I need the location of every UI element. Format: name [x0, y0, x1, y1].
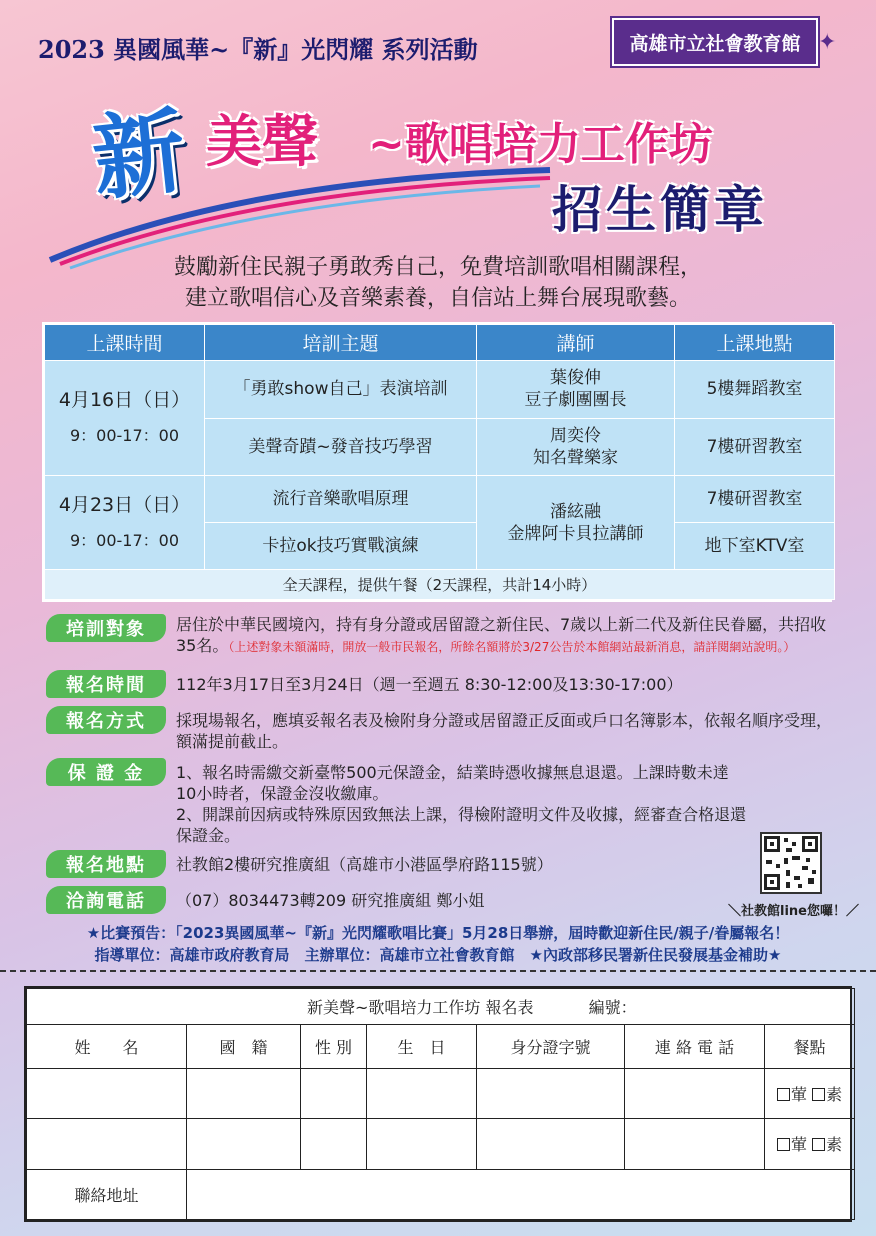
day2-teacher-title: 金牌阿卡貝拉講師: [507, 523, 644, 544]
schedule-footer: 全天課程，提供午餐（2天課程，共計14小時）: [45, 570, 835, 600]
day2-place-1: 7樓研習教室: [675, 476, 835, 523]
qr-label: ＼社教館line您囉！／: [728, 904, 859, 919]
day1-teacher-2-title: 知名聲樂家: [533, 448, 618, 469]
form-nationality-field[interactable]: [187, 1119, 301, 1169]
period-label: 報名時間: [46, 670, 166, 698]
day1-teacher-1-title: 豆子劇團團長: [524, 390, 627, 411]
form-col-meal: 餐點: [765, 1025, 855, 1069]
form-col-phone: 連 絡 電 話: [625, 1025, 765, 1069]
day1-topic-2: 美聲奇蹟~發音技巧學習: [205, 418, 477, 476]
table-row: [27, 1169, 855, 1219]
meal-veg-checkbox[interactable]: [812, 1088, 825, 1101]
form-col-gender: 性 別: [301, 1025, 367, 1069]
form-gender-field[interactable]: [301, 1119, 367, 1169]
col-header-topic: 培訓主題: [205, 325, 477, 361]
day1-time: 9：00-17：00: [69, 426, 180, 446]
day1-datetime: [45, 361, 205, 476]
form-name-field[interactable]: [27, 1069, 187, 1119]
meal-veg-label: 素: [826, 1135, 843, 1155]
form-title-cell: [27, 989, 855, 1025]
day2-place-2: 地下室KTV室: [675, 523, 835, 570]
form-birthday-field[interactable]: [367, 1119, 477, 1169]
col-header-time: 上課時間: [45, 325, 205, 361]
day2-topic-1: 流行音樂歌唱原理: [205, 476, 477, 523]
series-year: 2023: [38, 35, 105, 64]
qr-code-icon[interactable]: [760, 832, 822, 894]
form-name-field[interactable]: [27, 1119, 187, 1169]
sponsor-notice: 指導單位：高雄市政府教育局 主辦單位：高雄市立社會教育館 ★內政部移民署新住民發展基金補助★: [94, 946, 782, 964]
day1-teacher-1: [477, 361, 675, 419]
deposit-label: 保 證 金: [46, 758, 166, 786]
title-new-char: 新: [87, 97, 191, 214]
series-name: 異國風華~『新』光閃耀 系列活動: [113, 35, 478, 64]
table-row: [27, 1069, 855, 1119]
title-subtitle: 招生簡章: [552, 181, 768, 239]
form-number-label: 編號：: [588, 998, 637, 1017]
form-col-nationality: 國 籍: [187, 1025, 301, 1069]
form-col-name: 姓 名: [27, 1025, 187, 1069]
phone-label: 洽詢電話: [46, 886, 166, 914]
meal-meat-checkbox[interactable]: [777, 1088, 790, 1101]
target-text: 居住於中華民國境內，持有身分證或居留證之新住民、7歲以上新二代及新住民眷屬，共招收35名。: [176, 615, 827, 655]
day1-teacher-2-name: 周奕伶: [550, 426, 601, 447]
target-note: （上述對象未額滿時，開放一般市民報名，所餘名額將於3/27公告於本館網站最新消息，請詳閱網站說明。）: [228, 640, 796, 654]
form-meal-field: [765, 1119, 855, 1169]
col-header-place: 上課地點: [675, 325, 835, 361]
form-header-row: [27, 1025, 855, 1069]
day1-topic-1: 「勇敢show自己」表演培訓: [205, 361, 477, 419]
form-phone-field[interactable]: [625, 1069, 765, 1119]
organizer-badge: 高雄市立社會教育館: [612, 18, 818, 66]
period-text: 112年3月17日至3月24日（週一至週五 8:30-12:00及13:30-17:00）: [176, 675, 683, 694]
day2-topic-2: 卡拉ok技巧實戰演練: [205, 523, 477, 570]
meal-meat-checkbox[interactable]: [777, 1138, 790, 1151]
contest-notice: ★比賽預告：「2023異國風華~『新』光閃耀歌唱比賽」5月28日舉辦，屆時歡迎新住民/親子/眷屬報名！: [86, 924, 790, 942]
meal-veg-checkbox[interactable]: [812, 1138, 825, 1151]
form-id-field[interactable]: [477, 1119, 625, 1169]
ribbon-icon: ✦: [818, 30, 837, 55]
method-text: 採現場報名，應填妥報名表及檢附身分證或居留證正反面或戶口名簿影本，依報名順序受理，額滿提前截止。: [176, 711, 833, 751]
meal-meat-label: 葷: [790, 1135, 807, 1155]
form-meal-field: [765, 1069, 855, 1119]
location-text: 社教館2樓研究推廣組（高雄市小港區學府路115號）: [176, 855, 553, 874]
intro-line-1: 鼓勵新住民親子勇敢秀自己，免費培訓歌唱相關課程，: [173, 255, 702, 280]
day2-teacher-name: 潘絃融: [550, 501, 601, 522]
location-label: 報名地點: [46, 850, 166, 878]
day2-datetime: [45, 476, 205, 570]
col-header-teacher: 講師: [477, 325, 675, 361]
table-row: [27, 1119, 855, 1169]
schedule-table: [42, 322, 832, 602]
day2-date: 4月23日（日）: [58, 493, 191, 516]
form-birthday-field[interactable]: [367, 1069, 477, 1119]
deposit-text-1: 1、報名時需繳交新臺幣500元保證金，結業時憑收據無息退還。上課時數未達10小時者，保證金沒收繳庫。: [176, 763, 729, 803]
table-row: [45, 570, 835, 600]
registration-form: [24, 986, 852, 1222]
day2-teacher: [477, 476, 675, 570]
form-col-id: 身分證字號: [477, 1025, 625, 1069]
meal-veg-label: 素: [826, 1085, 843, 1105]
day1-teacher-2: [477, 418, 675, 476]
form-nationality-field[interactable]: [187, 1069, 301, 1119]
method-label: 報名方式: [46, 706, 166, 734]
form-title-row: [27, 989, 855, 1025]
form-phone-field[interactable]: [625, 1119, 765, 1169]
table-row: [45, 476, 835, 523]
form-id-field[interactable]: [477, 1069, 625, 1119]
form-gender-field[interactable]: [301, 1069, 367, 1119]
intro-line-2: 建立歌唱信心及音樂素養，自信站上舞台展現歌藝。: [184, 286, 691, 311]
meal-meat-label: 葷: [790, 1085, 807, 1105]
form-address-label: 聯絡地址: [27, 1169, 187, 1219]
phone-text: （07）8034473轉209 研究推廣組 鄭小姐: [176, 891, 485, 910]
form-col-birthday: 生 日: [367, 1025, 477, 1069]
title-workshop: ~歌唱培力工作坊: [368, 119, 713, 170]
day1-date: 4月16日（日）: [58, 389, 191, 412]
day1-place-1: 5樓舞蹈教室: [675, 361, 835, 419]
schedule-header-row: [45, 325, 835, 361]
series-title: [38, 30, 478, 65]
day1-place-2: 7樓研習教室: [675, 418, 835, 476]
form-address-field[interactable]: [187, 1169, 855, 1219]
target-text-block: [176, 614, 840, 658]
cut-line: [0, 970, 876, 972]
day2-time: 9：00-17：00: [69, 530, 180, 550]
form-title: 新美聲~歌唱培力工作坊 報名表: [307, 998, 534, 1017]
day1-teacher-1-name: 葉俊伸: [550, 368, 601, 389]
target-label: 培訓對象: [46, 614, 166, 642]
deposit-text-2: 2、開課前因病或特殊原因致無法上課，得檢附證明文件及收據，經審查合格退還保證金。: [176, 805, 747, 845]
table-row: [45, 361, 835, 419]
title-mei-chars: 美聲: [206, 110, 318, 175]
